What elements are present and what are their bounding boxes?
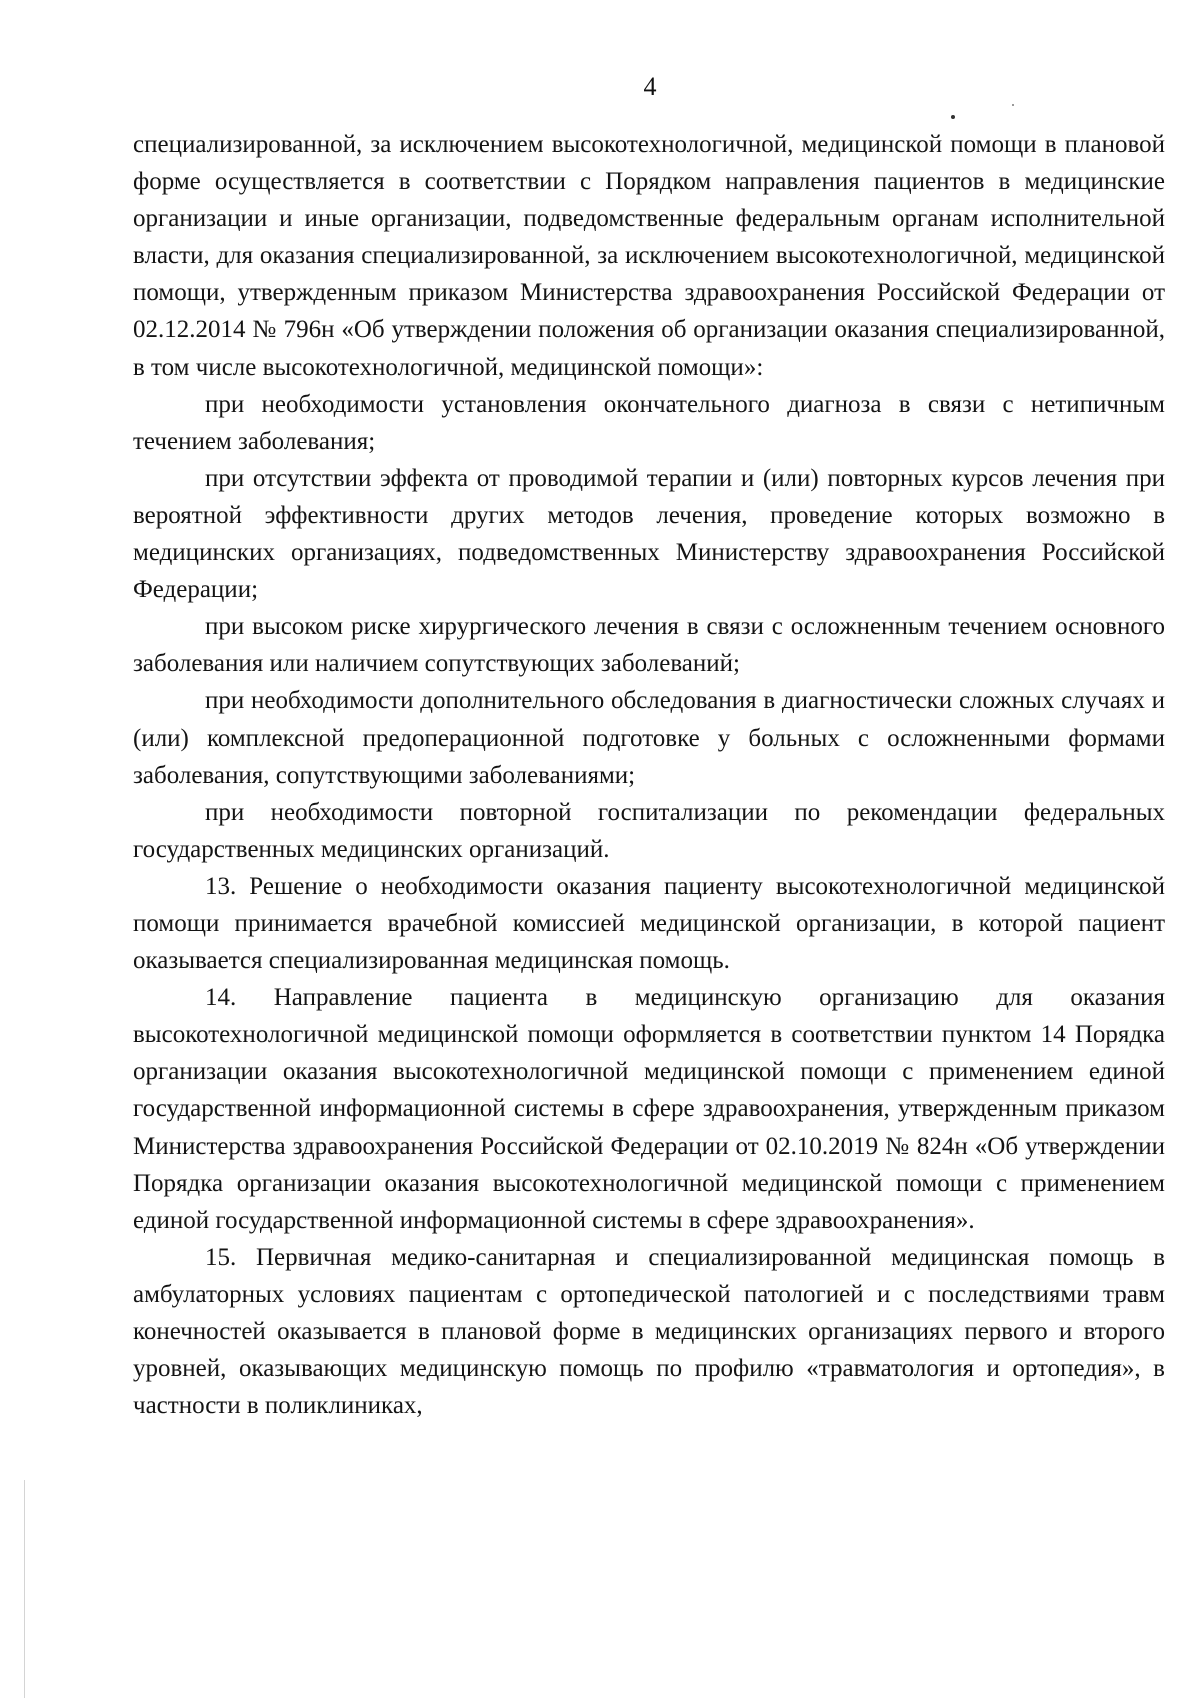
paragraph: при высоком риске хирургического лечения в связи с осложненным течением основного заболевания или наличием сопутствующих заболеваний; <box>133 613 1165 678</box>
page-number: 4 <box>643 72 657 101</box>
paragraph: при необходимости дополнительного обследования в диагностически сложных случаях и (или) комплексной предоперационной подготовке у больных с осложненными формами заболевания, сопутствующими заболеваниями; <box>133 687 1165 789</box>
scan-speck <box>1012 104 1014 106</box>
paragraph: при необходимости повторной госпитализации по рекомендации федеральных государственных медицинских организаций. <box>133 798 1165 863</box>
paragraph-item-14: 14. Направление пациента в медицинскую организацию для оказания высокотехнологичной медицинской помощи оформляется в соответствии пунктом 14 Порядка организации оказания высокотехнологичной медицинской помощи с применением единой государственной информационной системы в сфере здравоохранения, утвержденным приказом Министерства здравоохранения Российской Федерации от 02.10.2019 № 824н «Об утверждении Порядка организации оказания высокотехнологичной медицинской помощи с применением единой государственной информационной системы в сфере здравоохранения». <box>133 984 1165 1234</box>
scan-edge-line <box>24 1480 25 1698</box>
paragraph: специализированной, за исключением высокотехнологичной, медицинской помощи в плановой форме осуществляется в соответствии с Порядком направления пациентов в медицинские организации и иные организации, подведомственные федеральным органам исполнительной власти, для оказания специализированной, за исключением высокотехнологичной, медицинской помощи, утвержденным приказом Министерства здравоохранения Российской Федерации от 02.12.2014 № 796н «Об утверждении положения об организации оказания специализированной, в том числе высокотехнологичной, медицинской помощи»: <box>133 131 1165 381</box>
paragraph-item-13: 13. Решение о необходимости оказания пациенту высокотехнологичной медицинской помощи принимается врачебной комиссией медицинской организации, в которой пациент оказывается специализированная медицинская помощь. <box>133 872 1165 975</box>
paragraph-item-15: 15. Первичная медико-санитарная и специализированной медицинская помощь в амбулаторных условиях пациентам с ортопедической патологией и с последствиями травм конечностей оказывается в плановой форме в медицинских организациях первого и второго уровней, оказывающих медицинскую помощь по профилю «травматология и ортопедия», в частности в поликлиниках, <box>133 1243 1165 1420</box>
document-body <box>133 126 1165 1424</box>
paragraph: при необходимости установления окончательного диагноза в связи с нетипичным течением заболевания; <box>133 390 1165 455</box>
scan-speck <box>951 115 955 119</box>
paragraph: при отсутствии эффекта от проводимой терапии и (или) повторных курсов лечения при вероятной эффективности других методов лечения, проведение которых возможно в медицинских организациях, подведомственных Министерству здравоохранения Российской Федерации; <box>133 464 1165 604</box>
